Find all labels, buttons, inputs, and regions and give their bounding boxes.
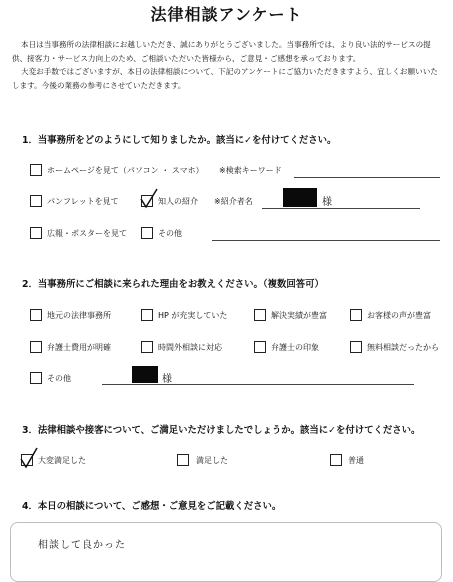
q1-label-acquaintance: 知人の紹介 xyxy=(158,197,198,206)
q4-answer: 相談して良かった xyxy=(38,540,126,551)
q3-label-neutral: 普通 xyxy=(348,456,364,465)
referrer-name-redaction xyxy=(283,188,317,207)
q2-checkbox-track-record[interactable] xyxy=(254,309,266,321)
page-title: 法律相談アンケート xyxy=(150,5,303,24)
q2-checkbox-clear-fees[interactable] xyxy=(30,341,42,353)
q1-keyword-line[interactable] xyxy=(294,177,440,178)
intro-text xyxy=(12,38,444,92)
q1-other-line[interactable] xyxy=(212,240,440,241)
q1-checkbox-homepage[interactable] xyxy=(30,164,42,176)
q1-label-other: その他 xyxy=(158,229,182,238)
q4-comment-box[interactable] xyxy=(10,522,442,582)
intro-paragraph-2: 大変お手数ではございますが、本日の法律相談について、下記のアンケートにご協力いただきますよう、宜しくお願いいたします。今後の業務の参考にさせていただきます。 xyxy=(12,67,438,90)
q2-label-local-office: 地元の法律事務所 xyxy=(47,311,111,320)
q1-label-poster: 広報・ポスターを見て xyxy=(47,229,127,238)
q2-label-impression: 弁護士の印象 xyxy=(271,343,319,352)
intro-paragraph-1: 本日は当事務所の法律相談にお越しいただき、誠にありがとうございました。当事務所では、より良い法的サービスの提供、接客力・サービス力向上のため、ご相談いただいた皆様から、ご意見・ご感想を承っております。 xyxy=(12,40,431,63)
q2-checkbox-other[interactable] xyxy=(30,372,42,384)
q2-label-after-hours: 時間外相談に対応 xyxy=(158,343,222,352)
q2-label-other: その他 xyxy=(47,374,71,383)
q2-heading: 2．当事務所にご相談に来られた理由をお教えください。（複数回答可） xyxy=(22,279,324,290)
q1-checkbox-other[interactable] xyxy=(141,227,153,239)
q2-checkbox-after-hours[interactable] xyxy=(141,341,153,353)
q2-other-value: 様 xyxy=(162,374,173,385)
q3-heading: 3．法律相談や接客について、ご満足いただけましたでしょうか。該当に✓を付けてください。 xyxy=(22,425,421,436)
q2-checkbox-hp[interactable] xyxy=(141,309,153,321)
q2-checkbox-impression[interactable] xyxy=(254,341,266,353)
q2-other-redaction xyxy=(132,366,158,383)
q1-referrer-value: 様 xyxy=(322,197,333,208)
q1-referrer-line[interactable] xyxy=(262,208,420,209)
q2-label-hp: HP が充実していた xyxy=(158,311,228,320)
q2-label-clear-fees: 弁護士費用が明確 xyxy=(47,343,111,352)
q2-label-free-consult: 無料相談だったから xyxy=(367,343,439,352)
q2-other-line[interactable] xyxy=(102,384,414,385)
q2-checkbox-free-consult[interactable] xyxy=(350,341,362,353)
q2-label-customer-voice: お客様の声が豊富 xyxy=(367,311,431,320)
q2-label-track-record: 解決実績が豊富 xyxy=(271,311,327,320)
q3-very-satisfied-check-mark xyxy=(18,446,40,470)
q3-label-satisfied: 満足した xyxy=(196,456,228,465)
q1-heading: 1．当事務所をどのようにして知りましたか。該当に✓を付けてください。 xyxy=(22,135,337,146)
q2-checkbox-customer-voice[interactable] xyxy=(350,309,362,321)
q2-checkbox-local-office[interactable] xyxy=(30,309,42,321)
q1-keyword-label: ※検索キーワード xyxy=(219,166,282,175)
q4-heading: 4．本日の相談について、ご感想・ご意見をご記載ください。 xyxy=(22,501,282,512)
q1-checkbox-poster[interactable] xyxy=(30,227,42,239)
q1-checkbox-pamphlet[interactable] xyxy=(30,195,42,207)
q1-referrer-label: ※紹介者名 xyxy=(214,197,253,206)
q1-label-pamphlet: パンフレットを見て xyxy=(47,197,119,206)
q3-label-very-satisfied: 大変満足した xyxy=(38,456,86,465)
q1-label-homepage: ホームページを見て（パソコン ・ スマホ） xyxy=(47,166,204,175)
q3-checkbox-satisfied[interactable] xyxy=(177,454,189,466)
q3-checkbox-neutral[interactable] xyxy=(330,454,342,466)
q1-acquaintance-check-mark xyxy=(138,187,160,211)
